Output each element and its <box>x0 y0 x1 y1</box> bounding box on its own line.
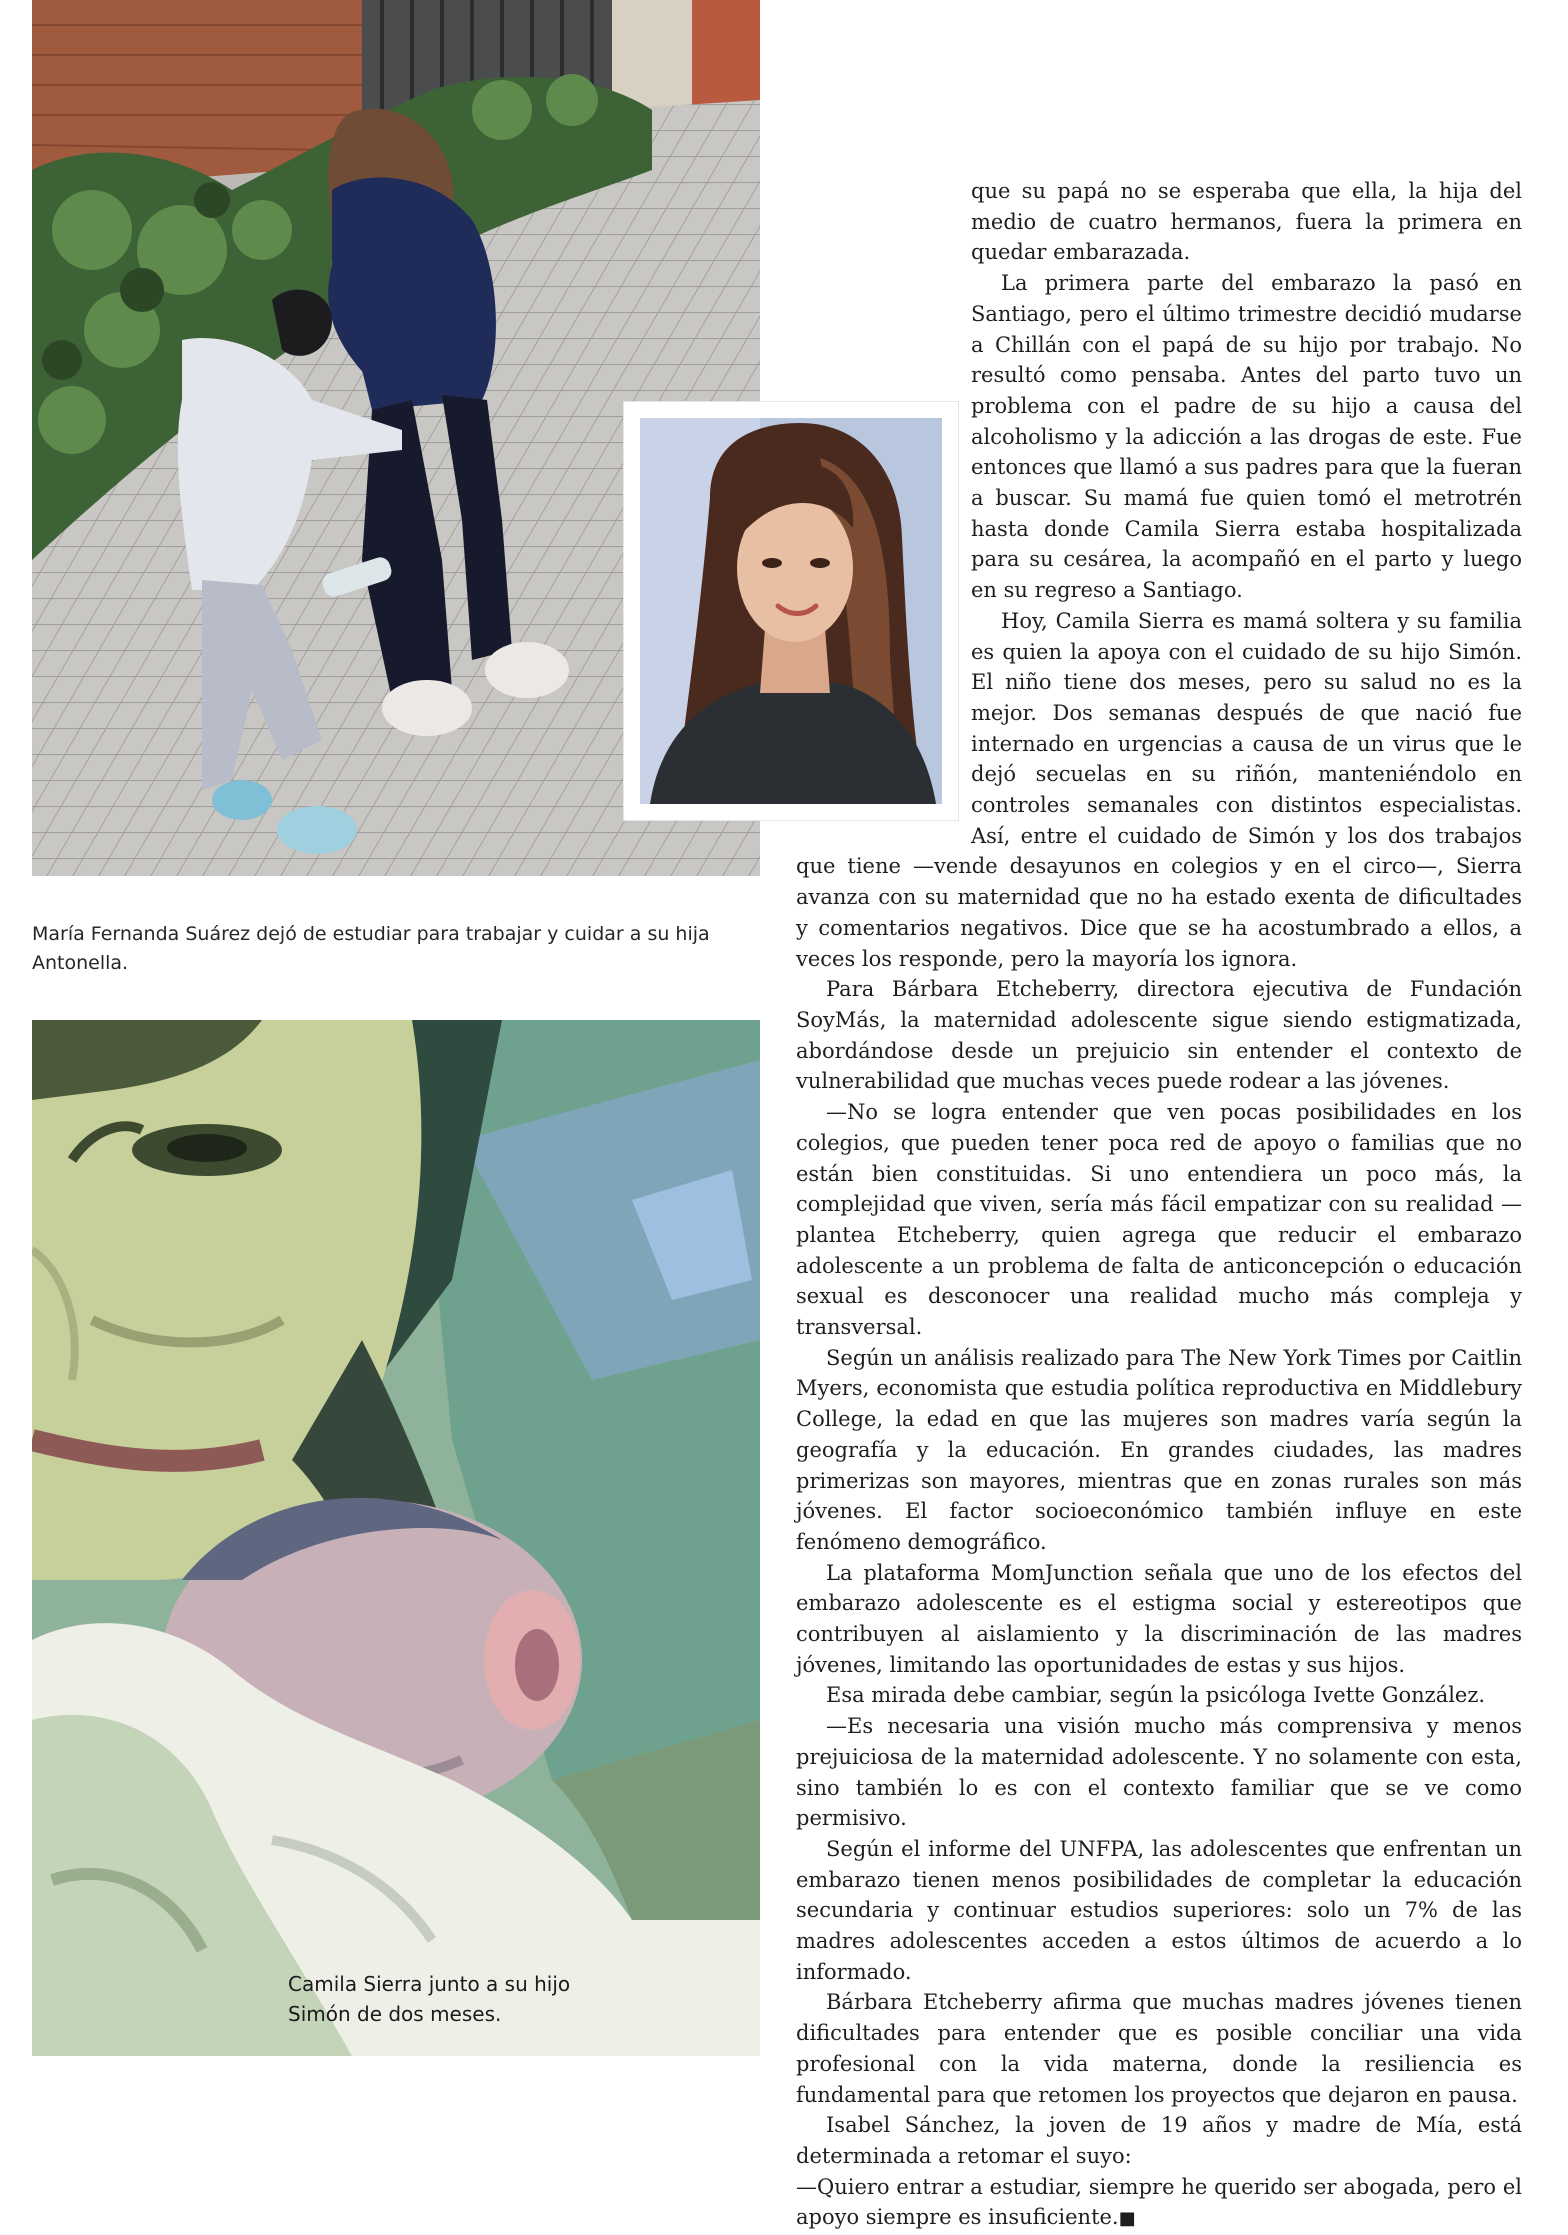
photo-caption-bottom: Camila Sierra junto a su hijo Simón de dos meses. <box>288 1972 571 2026</box>
portrait-text-wrap-space <box>796 362 971 824</box>
article-paragraph: Esa mirada debe cambiar, según la psicóloga Ivette González. <box>826 1683 1486 1708</box>
article-paragraph: La primera parte del embarazo la pasó en Santiago, pero el último trimestre decidió mudarse a Chillán con el papá de su hijo por trabajo. No resultó como pensaba. Antes del parto tuvo un problema con el padre de su hijo a causa del alcoholismo y la adicción a las drogas de este. Fue entonces que llamó a sus padres para que la fueran a buscar. Su mamá fue quien tomó el metrotrén hasta donde Camila Sierra estaba hospitalizada para su cesárea, la acompañó en el parto y luego en su regreso a Santiago. <box>971 271 1522 603</box>
article-paragraph: Isabel Sánchez, la joven de 19 años y madre de Mía, está determinada a retomar el suyo: <box>796 2113 1522 2168</box>
photo-caption-top: María Fernanda Suárez dejó de estudiar para trabajar y cuidar a su hija Antonella. <box>32 923 710 974</box>
article-paragraph: que su papá no se esperaba que ella, la hija del medio de cuatro hermanos, fuera la primera en quedar embarazada. <box>971 179 1522 265</box>
article-paragraph: —Es necesaria una visión mucho más comprensiva y menos prejuiciosa de la maternidad adolescente. Y no solamente con esta, sino también lo es con el contexto familiar que se ve como permisivo. <box>796 1714 1522 1831</box>
article-paragraph: Bárbara Etcheberry afirma que muchas madres jóvenes tienen dificultades para entender que es posible conciliar una vida profesional con la vida materna, donde la resiliencia es fundamental para que retomen los proyectos que dejaron en pausa. <box>796 1990 1522 2107</box>
article-paragraph-last <box>796 2172 1522 2235</box>
article-paragraph: Según el informe del UNFPA, las adolescentes que enfrentan un embarazo tienen menos posibilidades de completar la educación secundaria y continuar estudios superiores: solo un 7% de las madres adolescentes acceden a estos últimos de acuerdo a lo informado. <box>796 1836 1522 1984</box>
article-paragraph: Para Bárbara Etcheberry, directora ejecutiva de Fundación SoyMás, la maternidad adolescente sigue siendo estigmatizada, abordándose desde un prejuicio sin entender el contexto de vulnerabilidad que muchas veces puede rodear a las jóvenes. <box>796 977 1522 1094</box>
article-last-text: —Quiero entrar a estudiar, siempre he querido ser abogada, pero el apoyo siempre es insuficiente. <box>796 2174 1522 2230</box>
mother-with-baby-photo <box>32 1020 760 2056</box>
end-of-article-mark: ■ <box>1118 2208 1136 2230</box>
article-paragraph: Hoy, Camila Sierra es mamá soltera y su familia es quien la apoya con el cuidado de su hijo Simón. El niño tiene dos meses, pero su salud no es la mejor. Dos semanas después de que nació fue internado en urgencias a causa de un virus que le dejó secuelas en su riñón, manteniéndolo en controles semanales con distintos especialistas. Así, entre el cuidado de Simón y los dos trabajos que tiene —vende desayunos en colegios y en el circo—, Sierra avanza con su maternidad que no ha estado exenta de dificultades y comentarios negativos. Dice que se ha acostumbrado a ellos, a veces los responde, pero la mayoría los ignora. <box>796 608 1522 971</box>
article-paragraph: La plataforma MomJunction señala que uno de los efectos del embarazo adolescente es el estigma social y estereotipos que contribuyen al aislamiento y la discriminación de las madres jóvenes, limitando las oportunidades de estas y sus hijos. <box>796 1560 1522 1677</box>
article-paragraph: Según un análisis realizado para The New York Times por Caitlin Myers, economista que estudia política reproductiva en Middlebury College, la edad en que las mujeres son madres varía según la geografía y la educación. En grandes ciudades, las madres primerizas son mayores, mientras que en zonas rurales son más jóvenes. El factor socioeconómico también influye en este fenómeno demográfico. <box>796 1345 1522 1554</box>
article-paragraph: —No se logra entender que ven pocas posibilidades en los colegios, que pueden tener poca red de apoyo o familias que no están bien constituidas. Si uno entendiera un poco más, la complejidad que viven, sería más fácil empatizar con su realidad —plantea Etcheberry, quien agrega que reducir el embarazo adolescente a un problema de falta de anticoncepción o educación sexual es desconocer una realidad mucho más compleja y transversal. <box>796 1100 1522 1340</box>
article-body <box>796 176 1522 2235</box>
